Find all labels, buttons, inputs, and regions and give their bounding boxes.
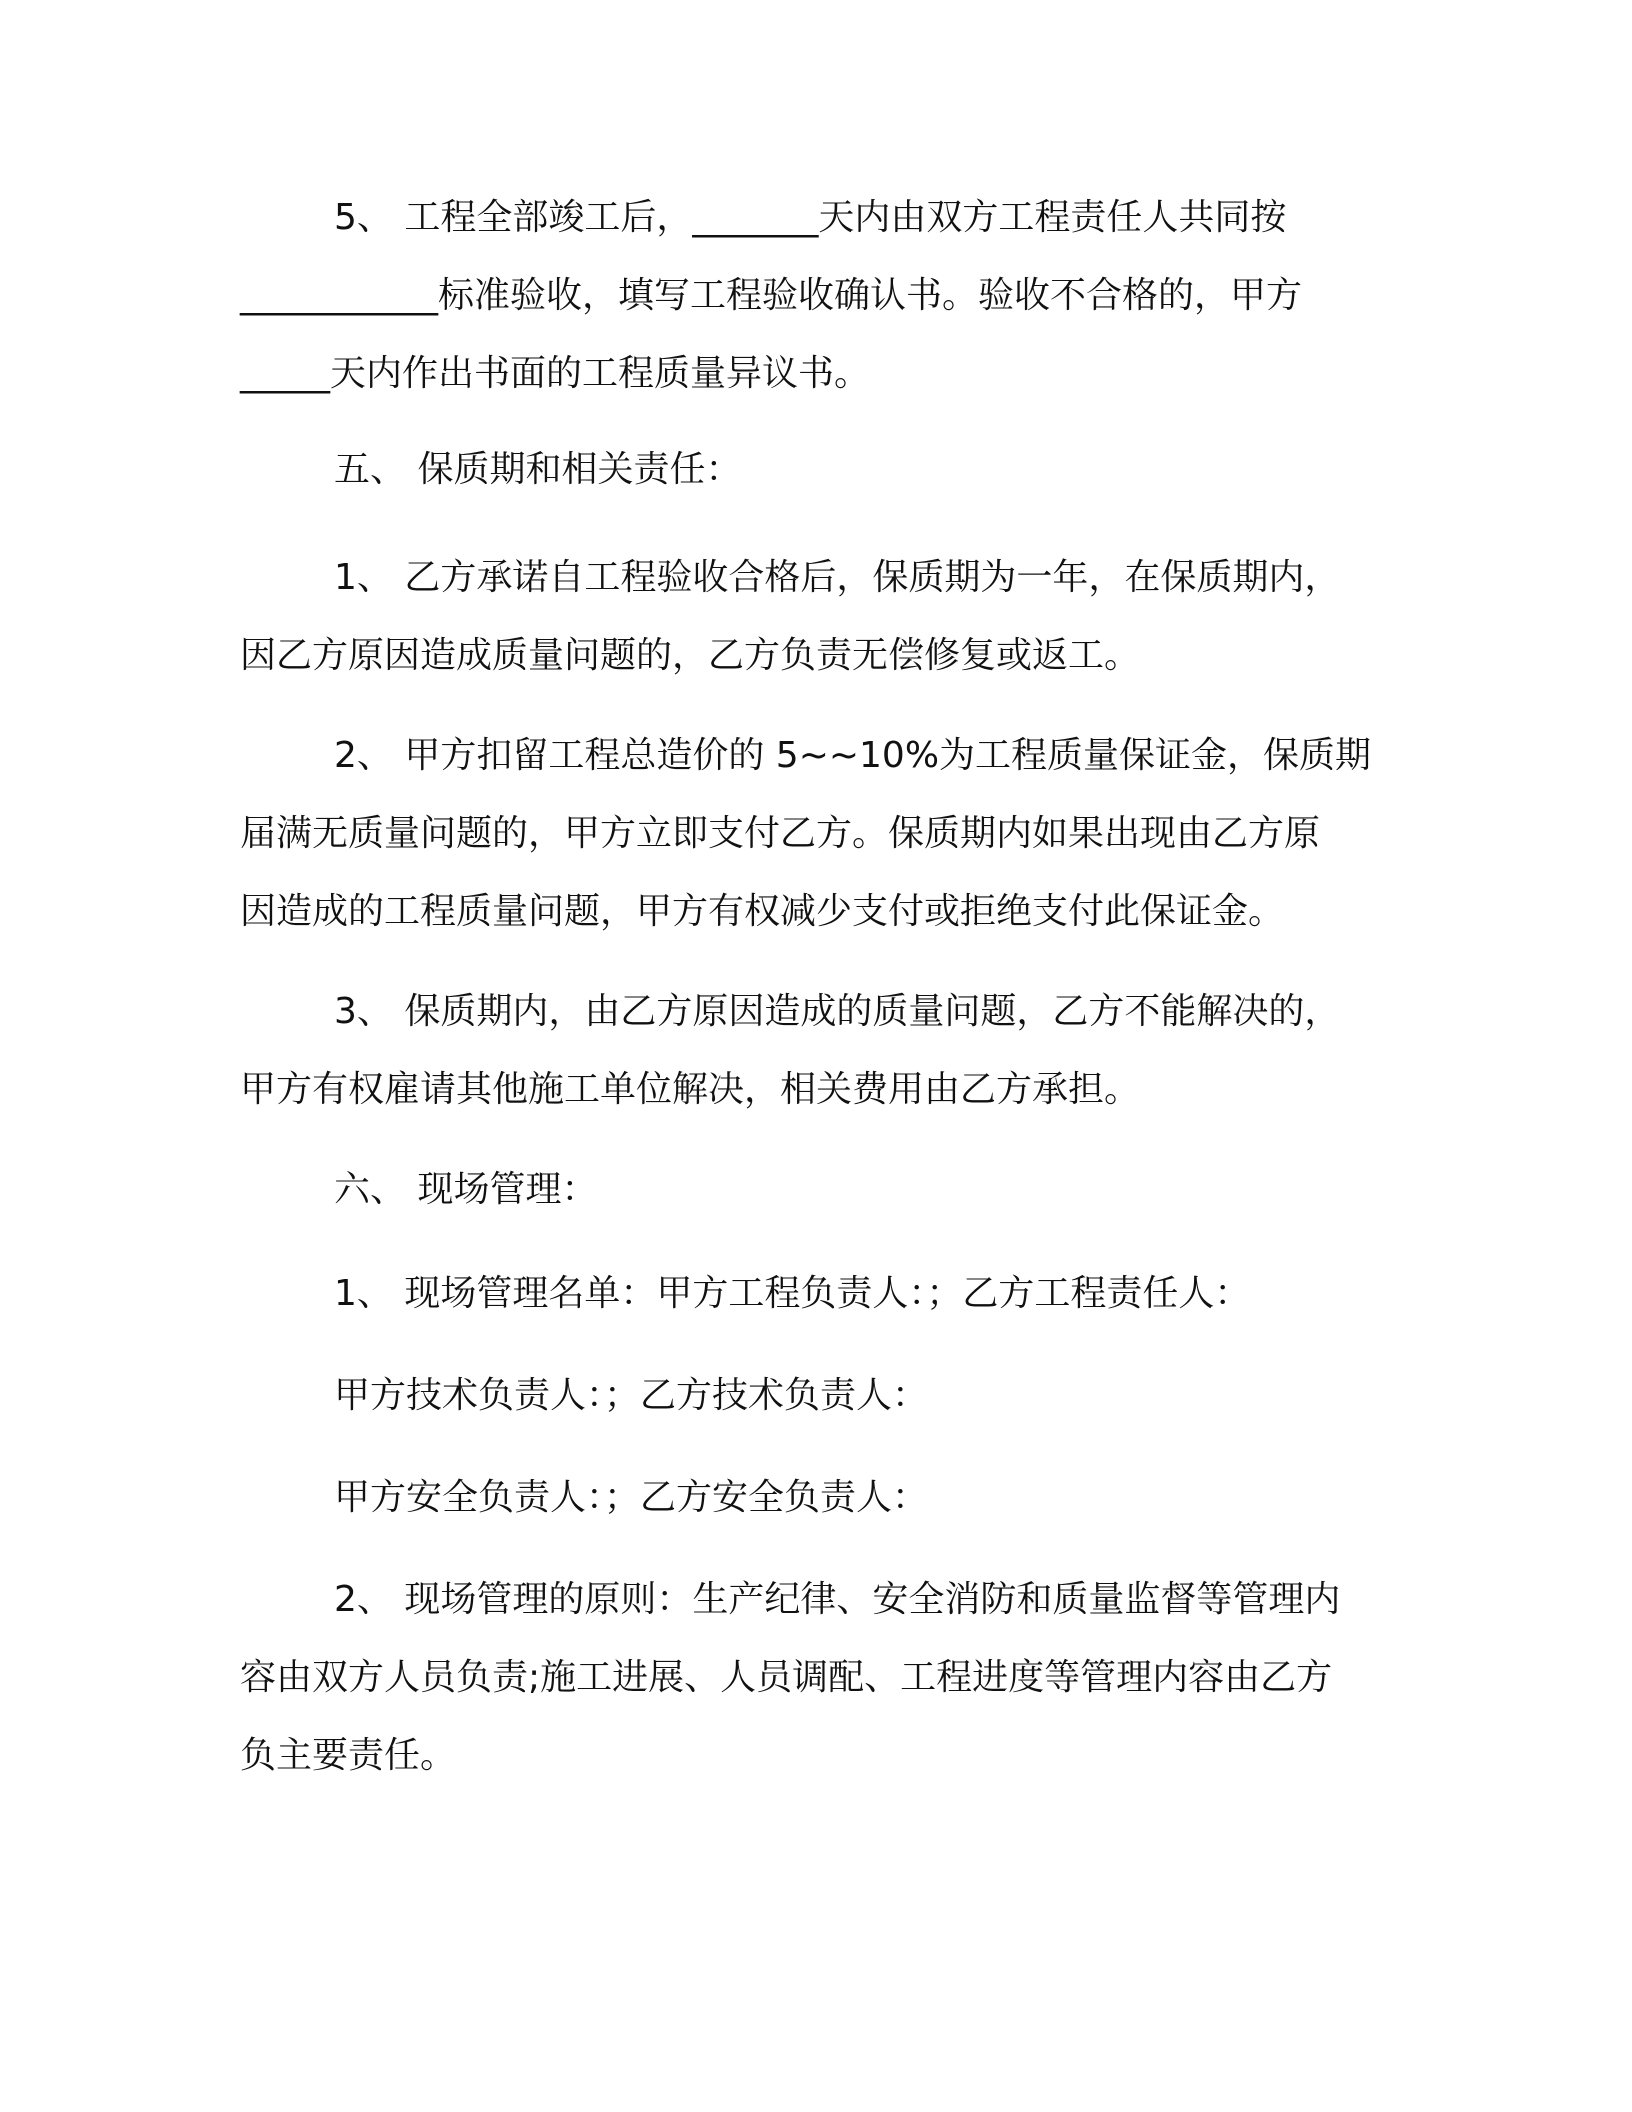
warranty-clause-1-line-1: 1、 乙方承诺自工程验收合格后，保质期为一年，在保质期内， xyxy=(334,557,1341,598)
site-clause-2-line-3: 负主要责任。 xyxy=(240,1735,457,1776)
warranty-clause-1-line-2: 因乙方原因造成质量问题的，乙方负责无偿修复或返工。 xyxy=(240,635,1141,676)
clause-5-line-2: ___________标准验收，填写工程验收确认书。验收不合格的，甲方 xyxy=(240,275,1303,316)
section-6-heading: 六、 现场管理： xyxy=(334,1169,598,1210)
site-clause-2-line-1: 2、 现场管理的原则：生产纪律、安全消防和质量监督等管理内 xyxy=(334,1579,1341,1620)
clause-5-line-1: 5、 工程全部竣工后，_______天内由双方工程责任人共同按 xyxy=(334,197,1287,238)
warranty-clause-2-line-2: 届满无质量问题的，甲方立即支付乙方。保质期内如果出现由乙方原 xyxy=(240,813,1321,854)
site-clause-1-line-2: 甲方技术负责人：；乙方技术负责人： xyxy=(334,1375,929,1416)
warranty-clause-3-line-1: 3、 保质期内，由乙方原因造成的质量问题，乙方不能解决的， xyxy=(334,991,1341,1032)
site-clause-1-line-3: 甲方安全负责人：；乙方安全负责人： xyxy=(334,1477,929,1518)
warranty-clause-3-line-2: 甲方有权雇请其他施工单位解决，相关费用由乙方承担。 xyxy=(240,1069,1141,1110)
site-clause-1-line-1: 1、 现场管理名单：甲方工程负责人：；乙方工程责任人： xyxy=(334,1273,1251,1314)
section-5-heading: 五、 保质期和相关责任： xyxy=(334,449,742,490)
warranty-clause-2-line-3: 因造成的工程质量问题，甲方有权减少支付或拒绝支付此保证金。 xyxy=(240,891,1285,932)
clause-5-line-3: _____天内作出书面的工程质量异议书。 xyxy=(240,353,871,394)
site-clause-2-line-2: 容由双方人员负责;施工进展、人员调配、工程进度等管理内容由乙方 xyxy=(240,1657,1333,1698)
warranty-clause-2-line-1: 2、 甲方扣留工程总造价的 5~~10%为工程质量保证金，保质期 xyxy=(334,735,1372,776)
